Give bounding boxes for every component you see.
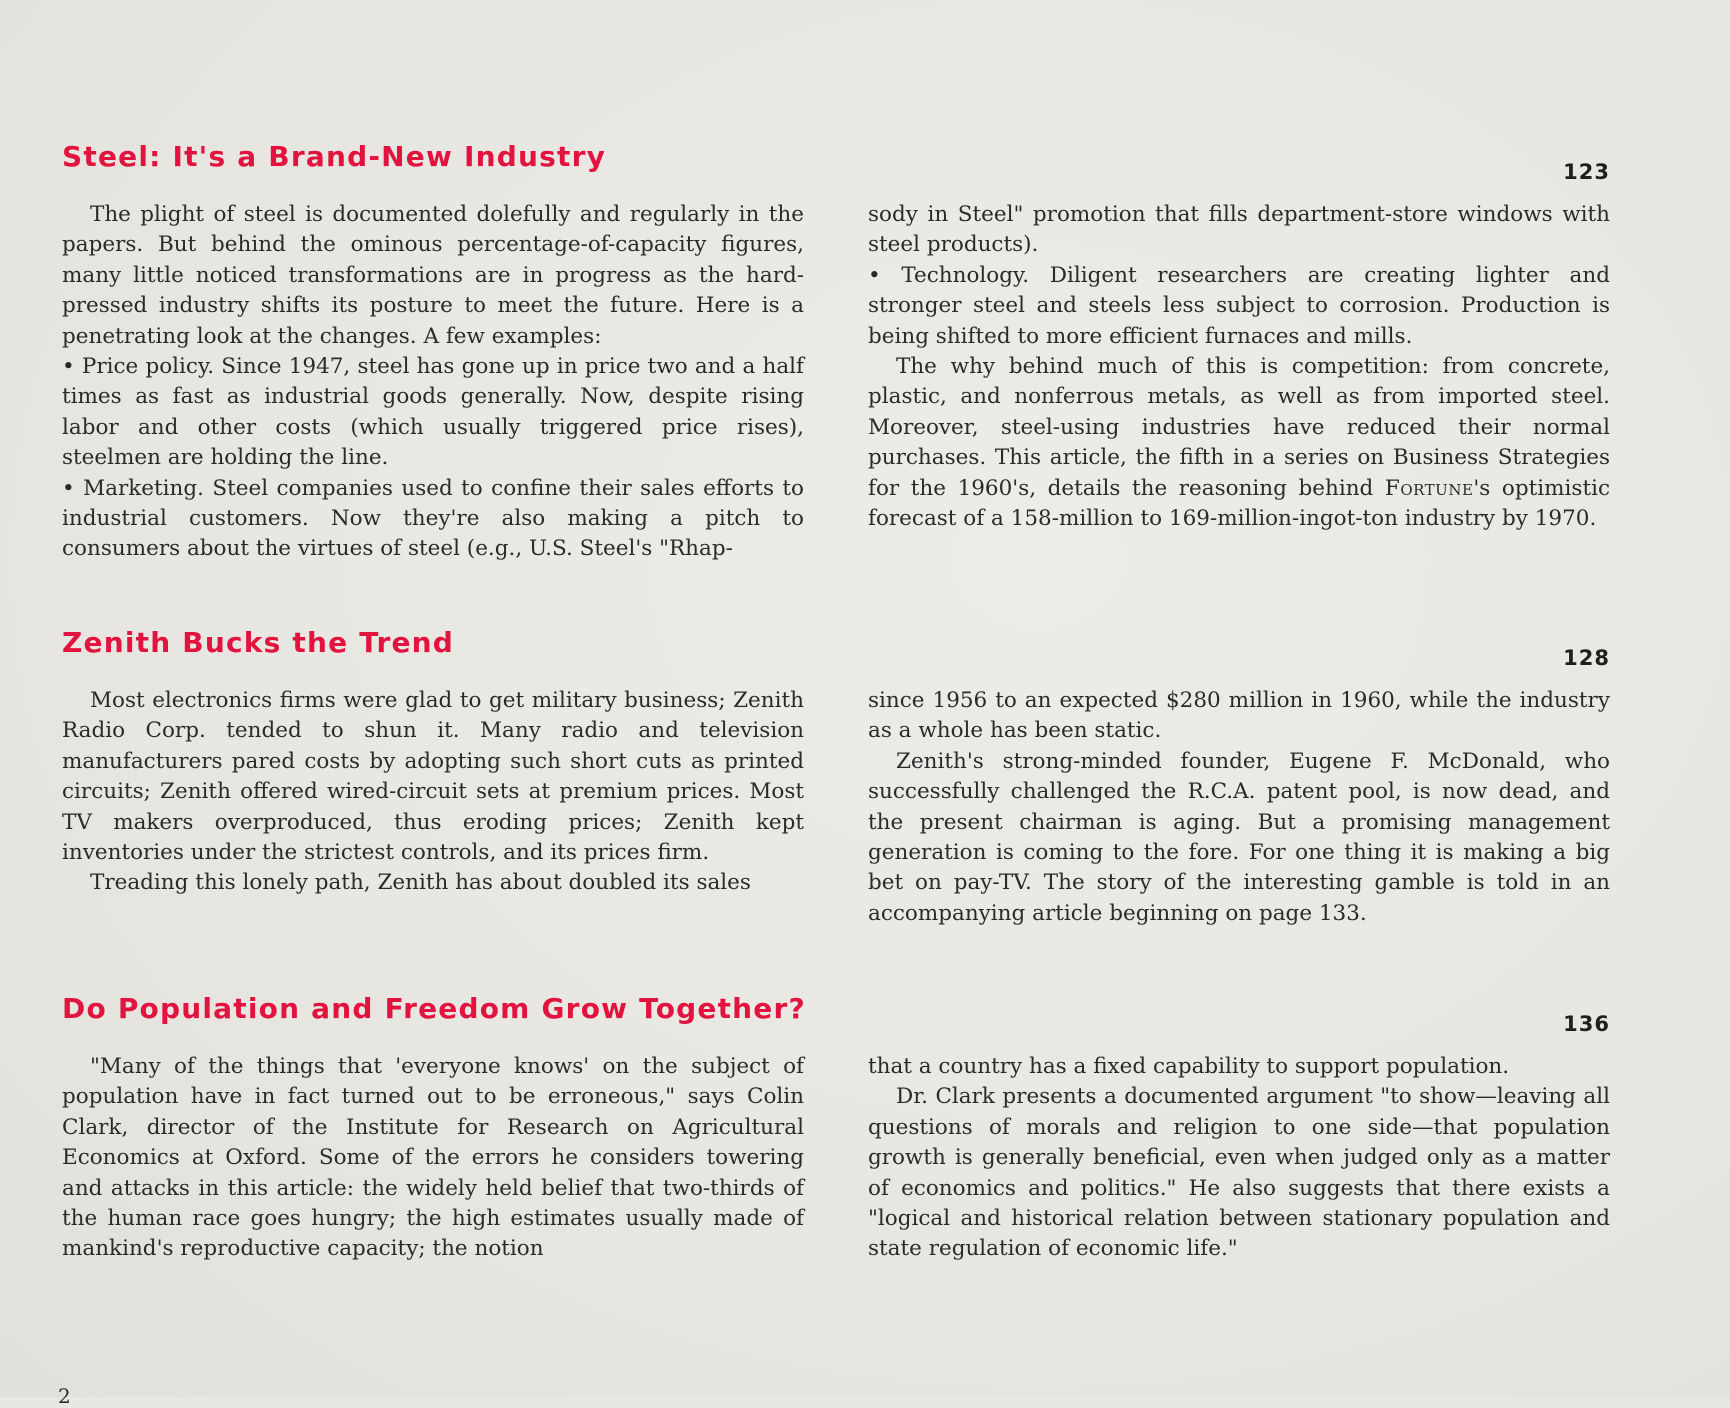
article-steel xyxy=(62,140,1610,565)
left-column xyxy=(62,1052,804,1265)
left-column xyxy=(62,200,804,565)
article-page-number: 123 xyxy=(1563,160,1610,184)
article-columns xyxy=(62,1052,1610,1265)
folio-page-number: 2 xyxy=(58,1384,71,1408)
paragraph: that a country has a fixed capability to support population. xyxy=(868,1054,1510,1079)
article-columns xyxy=(62,200,1610,565)
paragraph: • Price policy. Since 1947, steel has gone up in price two and a half times as fast as industrial goods generally. Now, despite rising labor and other costs (which usually triggered price rises), steelmen are holding the line. xyxy=(62,354,804,471)
article-page-number: 136 xyxy=(1563,1012,1610,1036)
paragraph: sody in Steel" promotion that fills department-store windows with steel products). xyxy=(868,202,1610,258)
paragraph xyxy=(868,352,1610,534)
paragraph: "Many of the things that 'everyone knows' on the subject of population have in fact turned out to be erroneous," says Colin Clark, director of the Institute for Research on Agricultural Economics at Oxford. Some of the errors he considers towering and attacks in this article: the widely held belief that two-thirds of the human race goes hungry; the high estimates usually made of mankind's reproductive capacity; the notion xyxy=(62,1054,804,1262)
paragraph: The plight of steel is documented dolefully and regularly in the papers. But behind the ominous percentage-of-capacity figures, many little noticed transformations are in progress as the hard-pressed industry shifts its posture to meet the future. Here is a penetrating look at the changes. A few examples: xyxy=(62,202,804,349)
right-column xyxy=(868,686,1610,929)
text-run: The why behind much of this is competition: from concrete, plastic, and nonferrous metals, as well as from imported steel. Moreover, steel-using industries have reduced their normal purchases. This article, the fifth in a series on Business Strategies for the 1960's, details the reasoning behind xyxy=(868,354,1610,501)
magazine-name: Fortune xyxy=(1384,475,1474,501)
paragraph: Zenith's strong-minded founder, Eugene F. McDonald, who successfully challenged the R.C.A. patent pool, is now dead, and the present chairman is aging. But a promising management generation is coming to the fore. For one thing it is making a big bet on pay-TV. The story of the interesting gamble is told in an accompanying article beginning on page 133. xyxy=(868,748,1610,926)
paragraph: since 1956 to an expected $280 million in 1960, while the industry as a whole has been static. xyxy=(868,688,1610,744)
article-header xyxy=(62,992,1610,1052)
left-column xyxy=(62,686,804,929)
article-heading: Zenith Bucks the Trend xyxy=(62,626,455,659)
article-heading: Steel: It's a Brand-New Industry xyxy=(62,140,607,173)
right-column xyxy=(868,200,1610,565)
right-column xyxy=(868,1052,1610,1265)
paragraph: Treading this lonely path, Zenith has about doubled its sales xyxy=(90,870,751,896)
article-heading: Do Population and Freedom Grow Together? xyxy=(62,992,806,1025)
article-population xyxy=(62,992,1610,1265)
article-columns xyxy=(62,686,1610,929)
paragraph: • Technology. Diligent researchers are creating lighter and stronger steel and steels less subject to corrosion. Production is being shifted to more efficient furnaces and mills. xyxy=(868,262,1610,349)
article-page-number: 128 xyxy=(1563,646,1610,670)
article-header xyxy=(62,140,1610,200)
article-zenith xyxy=(62,626,1610,929)
text-run: 's optimistic forecast of a 158-million to 169-million-ingot-ton industry by 1970. xyxy=(868,475,1611,532)
paragraph: Dr. Clark presents a documented argument "to show—leaving all questions of morals and religion to one side—that population growth is generally beneficial, even when judged only as a matter of economics and politics." He also suggests that there exists a "logical and historical relation between stationary population and state regulation of economic life." xyxy=(868,1084,1610,1262)
paragraph: • Marketing. Steel companies used to confine their sales efforts to industrial customers. Now they're also making a pitch to consumers about the virtues of steel (e.g., U.S. Steel's "Rhap- xyxy=(62,475,804,562)
article-header xyxy=(62,626,1610,686)
paragraph: Most electronics firms were glad to get military business; Zenith Radio Corp. tended to shun it. Many radio and television manufacturers pared costs by adopting such short cuts as printed circuits; Zenith offered wired-circuit sets at premium prices. Most TV makers overproduced, thus eroding prices; Zenith kept inventories under the strictest controls, and its prices firm. xyxy=(62,688,804,866)
